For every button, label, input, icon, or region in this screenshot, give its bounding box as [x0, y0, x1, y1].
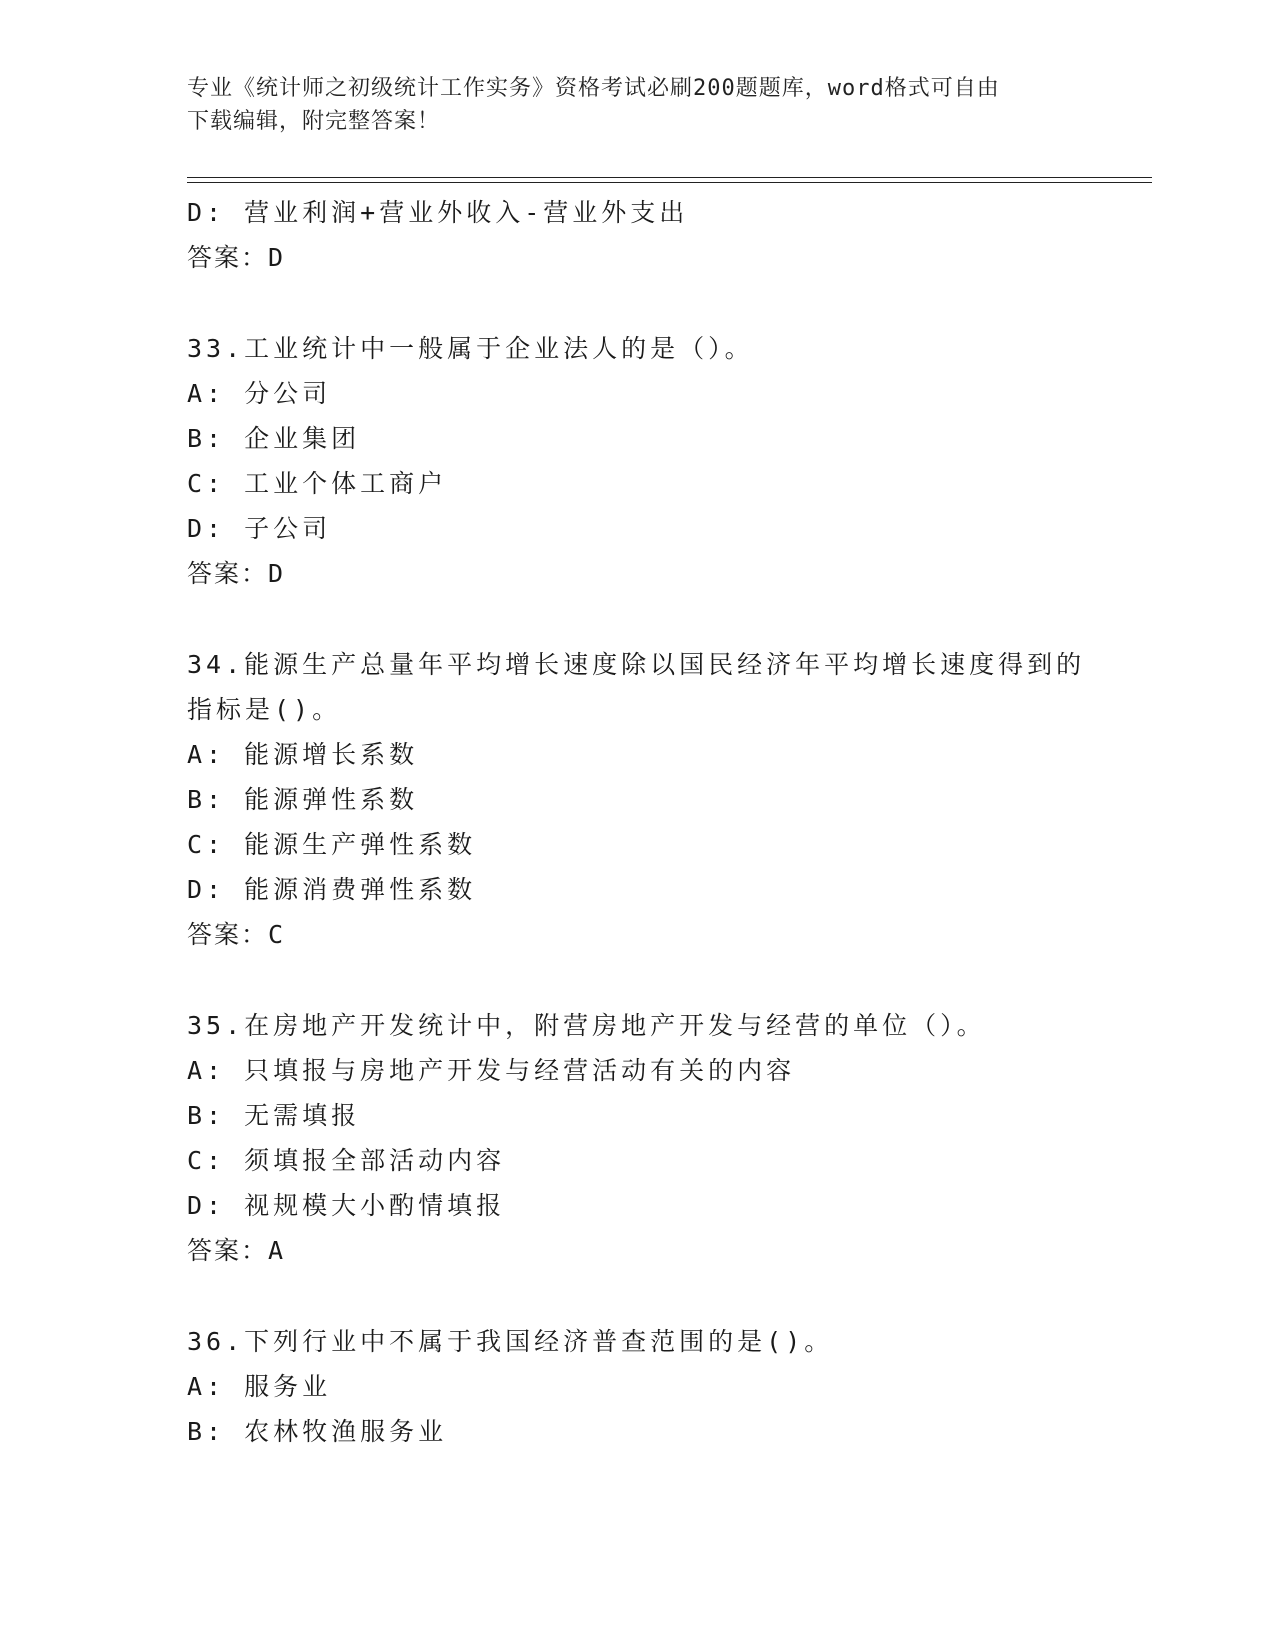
question-34-line-2: 指标是()。: [187, 695, 342, 724]
q35-answer: 答案：A: [187, 1236, 286, 1265]
q33-answer: 答案：D: [187, 559, 286, 588]
q34-option-d: D: 能源消费弹性系数: [187, 875, 477, 904]
question-36: 36.下列行业中不属于我国经济普查范围的是()。: [187, 1327, 834, 1356]
question-34-line-1: 34.能源生产总量年平均增长速度除以国民经济年平均增长速度得到的: [187, 650, 1086, 679]
q35-option-c: C: 须填报全部活动内容: [187, 1146, 506, 1175]
question-33: 33.工业统计中一般属于企业法人的是（）。: [187, 334, 754, 363]
q36-option-a: A: 服务业: [187, 1372, 332, 1401]
q35-option-a: A: 只填报与房地产开发与经营活动有关的内容: [187, 1056, 796, 1085]
header-rule-bottom: [187, 182, 1152, 183]
spacer: [187, 1274, 1087, 1319]
q36-option-b: B: 农林牧渔服务业: [187, 1417, 448, 1446]
q34-option-c: C: 能源生产弹性系数: [187, 830, 477, 859]
header-line-2: 下载编辑，附完整答案！: [187, 109, 441, 134]
q33-option-c: C: 工业个体工商户: [187, 469, 448, 498]
q35-option-d: D: 视规模大小酌情填报: [187, 1191, 506, 1220]
prev-answer: 答案：D: [187, 243, 286, 272]
q34-option-a: A: 能源增长系数: [187, 740, 419, 769]
q33-option-b: B: 企业集团: [187, 424, 361, 453]
header-line-1: 专业《统计师之初级统计工作实务》资格考试必刷200题题库，word格式可自由: [187, 76, 1000, 101]
document-body: [187, 190, 1087, 1454]
q34-answer: 答案：C: [187, 920, 286, 949]
q35-option-b: B: 无需填报: [187, 1101, 361, 1130]
prev-option-d: D: 营业利润+营业外收入-营业外支出: [187, 198, 689, 227]
header-rule-top: [187, 177, 1152, 178]
spacer: [187, 958, 1087, 1003]
q33-option-a: A: 分公司: [187, 379, 332, 408]
question-35: 35.在房地产开发统计中，附营房地产开发与经营的单位（）。: [187, 1011, 986, 1040]
q33-option-d: D: 子公司: [187, 514, 332, 543]
spacer: [187, 281, 1087, 326]
spacer: [187, 597, 1087, 642]
q34-option-b: B: 能源弹性系数: [187, 785, 419, 814]
document-header: [187, 72, 1067, 138]
